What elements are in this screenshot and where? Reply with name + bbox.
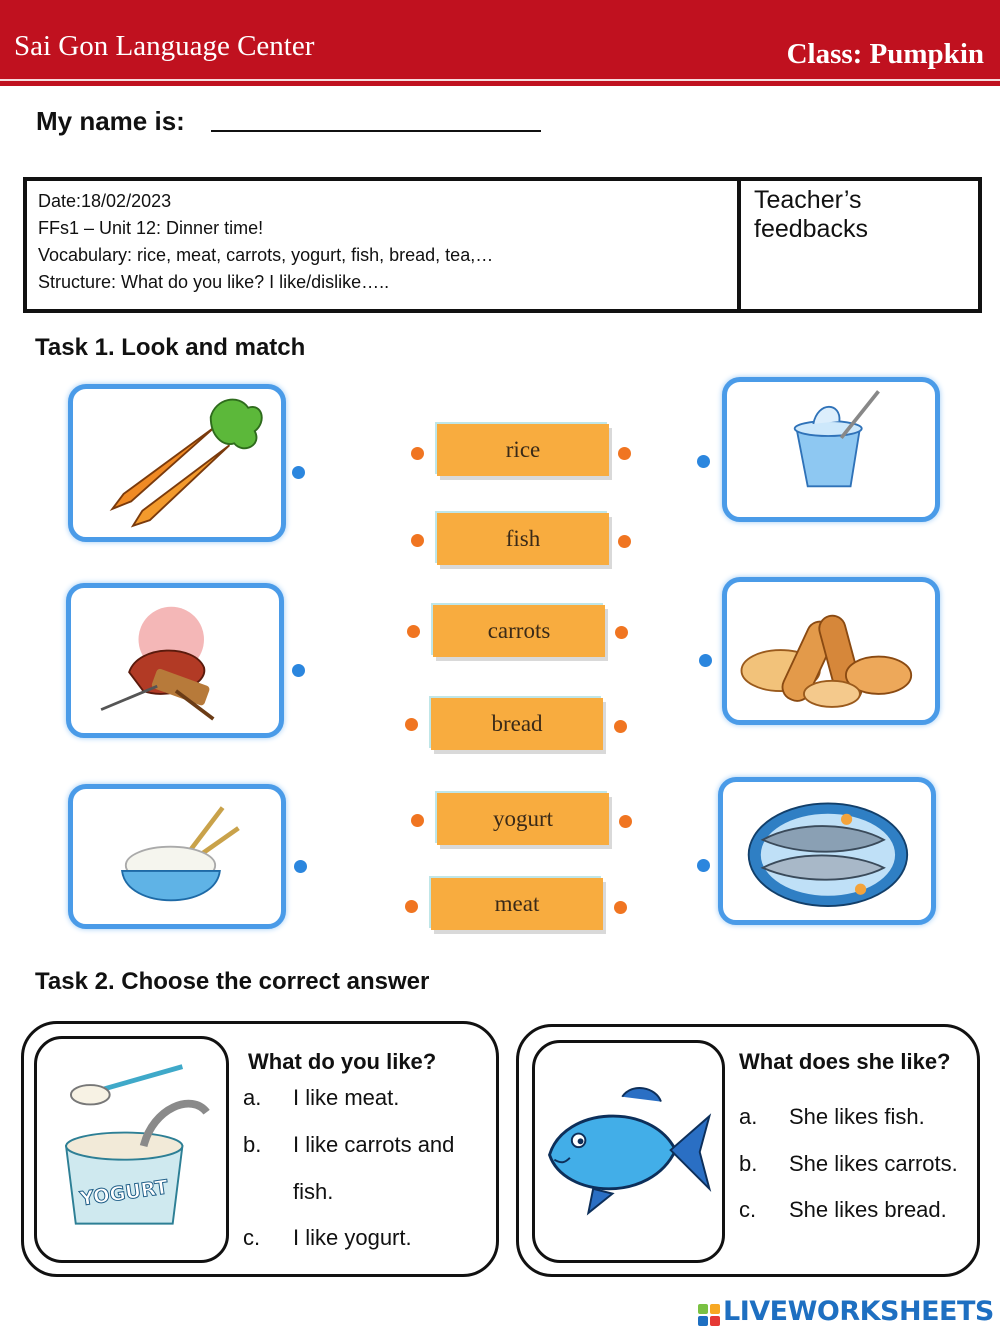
question1-picture (34, 1036, 229, 1263)
info-divider (737, 181, 741, 309)
school-name: Sai Gon Language Center (14, 30, 315, 62)
option-text: I like meat. (293, 1085, 400, 1110)
word-card-meat[interactable]: meat (431, 878, 603, 930)
option-text: I like carrots and fish. (293, 1132, 455, 1204)
word-meat-left-dot[interactable] (405, 900, 418, 913)
lesson-unit: FFs1 – Unit 12: Dinner time! (38, 218, 264, 238)
brand-name: LIVEWORKSHEETS (723, 1296, 994, 1327)
meat-icon (71, 588, 279, 733)
option-letter: c. (243, 1225, 261, 1250)
word-card-carrots[interactable]: carrots (433, 605, 605, 657)
word-carrots-right-dot[interactable] (615, 626, 628, 639)
yogurt-cup-icon (37, 1039, 226, 1260)
carrots-icon (73, 389, 281, 537)
word-card-rice[interactable]: rice (437, 424, 609, 476)
word-meat-right-dot[interactable] (614, 901, 627, 914)
word-yogurt-left-dot[interactable] (411, 814, 424, 827)
name-input-line[interactable] (211, 130, 541, 132)
bread-icon (727, 582, 935, 720)
yogurt-match-dot[interactable] (697, 455, 710, 468)
word-fish-left-dot[interactable] (411, 534, 424, 547)
word-fish-right-dot[interactable] (618, 535, 631, 548)
option-text: She likes bread. (789, 1197, 947, 1222)
word-rice-right-dot[interactable] (618, 447, 631, 460)
word-yogurt-right-dot[interactable] (619, 815, 632, 828)
word-rice-left-dot[interactable] (411, 447, 424, 460)
fish-icon (535, 1043, 722, 1260)
word-bread-right-dot[interactable] (614, 720, 627, 733)
word-bread-left-dot[interactable] (405, 718, 418, 731)
yogurt-cup-label: YOGURT (78, 1175, 170, 1211)
teacher-feedback-label: Teacher’s feedbacks (754, 186, 868, 243)
option-letter: b. (243, 1132, 262, 1157)
lesson-vocabulary: Vocabulary: rice, meat, carrots, yogurt, fish, bread, tea,… (38, 245, 494, 265)
fish-match-dot[interactable] (697, 859, 710, 872)
carrots-picture (68, 384, 286, 542)
class-label: Class: Pumpkin (786, 38, 984, 70)
option-letter: c. (739, 1197, 757, 1222)
word-card-yogurt[interactable]: yogurt (437, 793, 609, 845)
option-letter: a. (739, 1104, 758, 1129)
fish-picture (718, 777, 936, 925)
option-letter: b. (739, 1151, 758, 1176)
header-bar (0, 0, 1000, 86)
task2-title: Task 2. Choose the correct answer (35, 968, 430, 995)
word-card-fish[interactable]: fish (437, 513, 609, 565)
bread-match-dot[interactable] (699, 654, 712, 667)
word-card-bread[interactable]: bread (431, 698, 603, 750)
question2-picture (532, 1040, 725, 1263)
word-carrots-left-dot[interactable] (407, 625, 420, 638)
option-text: I like yogurt. (293, 1225, 412, 1250)
bread-picture (722, 577, 940, 725)
lesson-info (38, 188, 493, 296)
question1-text: What do you like? (248, 1049, 437, 1074)
rice-picture (68, 784, 286, 929)
option-letter: a. (243, 1085, 262, 1110)
header-divider (0, 79, 1000, 81)
option-text: She likes fish. (789, 1104, 925, 1129)
lesson-info-box (23, 177, 982, 313)
yogurt-picture (722, 377, 940, 522)
lesson-structure: Structure: What do you like? I like/dislike….. (38, 272, 390, 292)
fish-plate-icon (723, 782, 931, 920)
carrots-match-dot[interactable] (292, 466, 305, 479)
lesson-date: Date:18/02/2023 (38, 191, 172, 211)
yogurt-icon (727, 382, 935, 517)
question2-text: What does she like? (739, 1049, 951, 1074)
option-text: She likes carrots. (789, 1151, 958, 1176)
task1-title: Task 1. Look and match (35, 334, 306, 361)
meat-match-dot[interactable] (292, 664, 305, 677)
rice-icon (73, 789, 281, 924)
rice-match-dot[interactable] (294, 860, 307, 873)
meat-picture (66, 583, 284, 738)
liveworksheets-mark-icon (697, 1303, 721, 1327)
name-label: My name is: (36, 106, 185, 136)
